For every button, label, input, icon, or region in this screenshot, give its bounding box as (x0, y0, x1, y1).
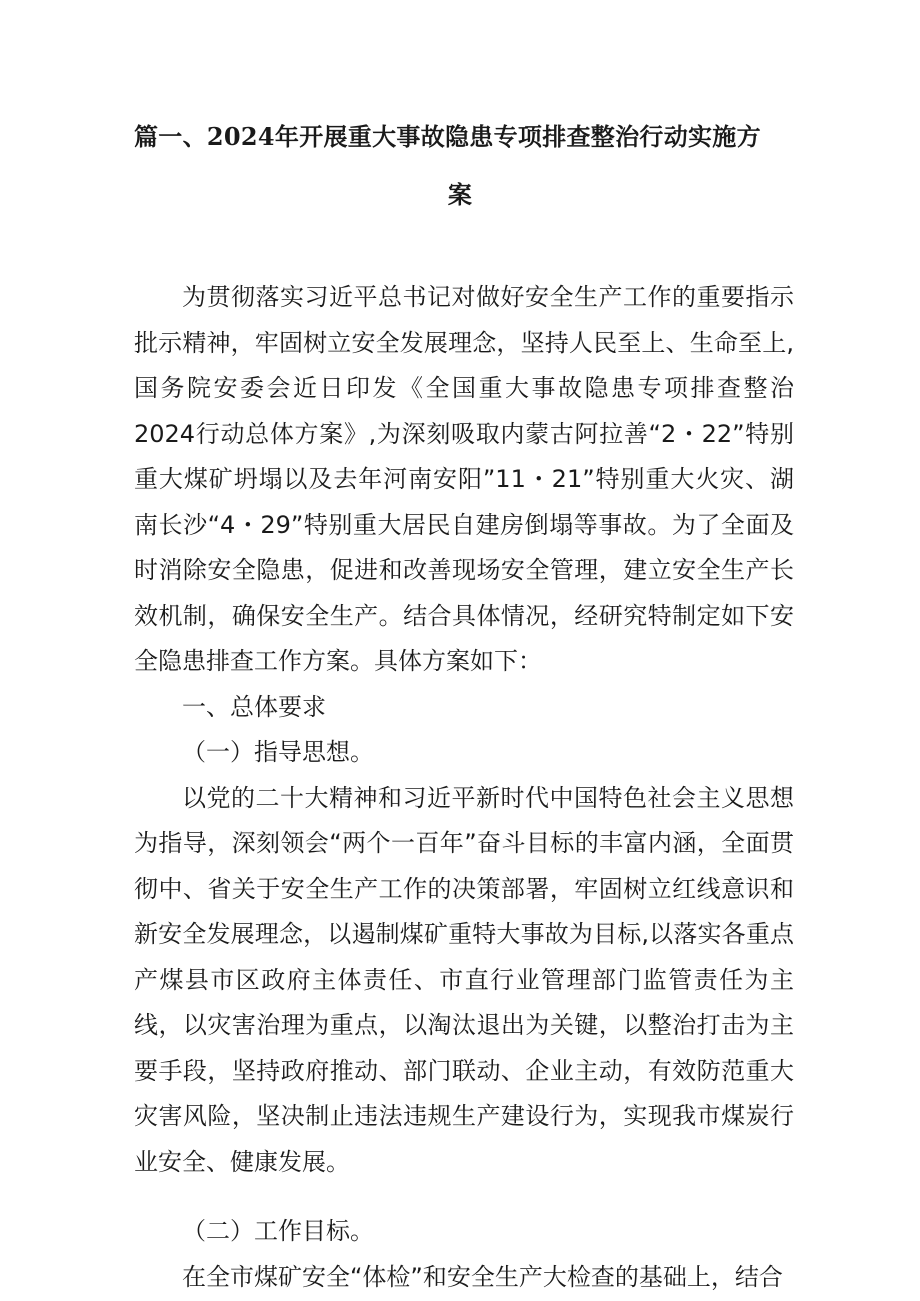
document-title-line2: 案 (447, 180, 473, 209)
document-title-line1: 篇一、2024年开展重大事故隐患专项排查整治行动实施方 (134, 122, 761, 151)
work-goals-paragraph: 在全市煤矿安全“体检”和安全生产大检查的基础上，结合 (182, 1262, 783, 1291)
intro-paragraph: 为贯彻落实习近平总书记对做好安全生产工作的重要指示批示精神，牢固树立安全发展理念，坚持人民至上、生命至上,国务院安委会近日印发《全国重大事故隐患专项排查整治2024行动总体方案》,为深刻吸取内蒙古阿拉善“2・22”特别重大煤矿坍塌以及去年河南安阳”11・21”特别重大火灾、湖南长沙“4・29”特别重大居民自建房倒塌等事故。为了全面及时消除安全隐患，促进和改善现场安全管理，建立安全生产长效机制，确保安全生产。结合具体情况，经研究特制定如下安全隐患排查工作方案。具体方案如下： (134, 283, 794, 675)
paragraph-gap (134, 1185, 794, 1209)
guiding-ideology-paragraph: 以党的二十大精神和习近平新时代中国特色社会主义思想为指导，深刻领会“两个一百年”奋斗目标的丰富内涵，全面贯彻中、省关于安全生产工作的决策部署，牢固树立红线意识和新安全发展理念，以遏制煤矿重特大事故为目标,以落实各重点产煤县市区政府主体责任、市直行业管理部门监管责任为主线，以灾害治理为重点，以淘汰退出为关键，以整治打击为主要手段，坚持政府推动、部门联动、企业主动，有效防范重大灾害风险，坚决制止违法违规生产建设行为，实现我市煤炭行业安全、健康发展。 (134, 783, 794, 1176)
subsection-heading-guiding-ideology: （一）指导思想。 (182, 738, 374, 766)
section-heading-overall-requirements: 一、总体要求 (182, 692, 326, 721)
document-body (134, 275, 794, 1300)
subsection-heading-work-goals: （二）工作目标。 (182, 1217, 374, 1245)
